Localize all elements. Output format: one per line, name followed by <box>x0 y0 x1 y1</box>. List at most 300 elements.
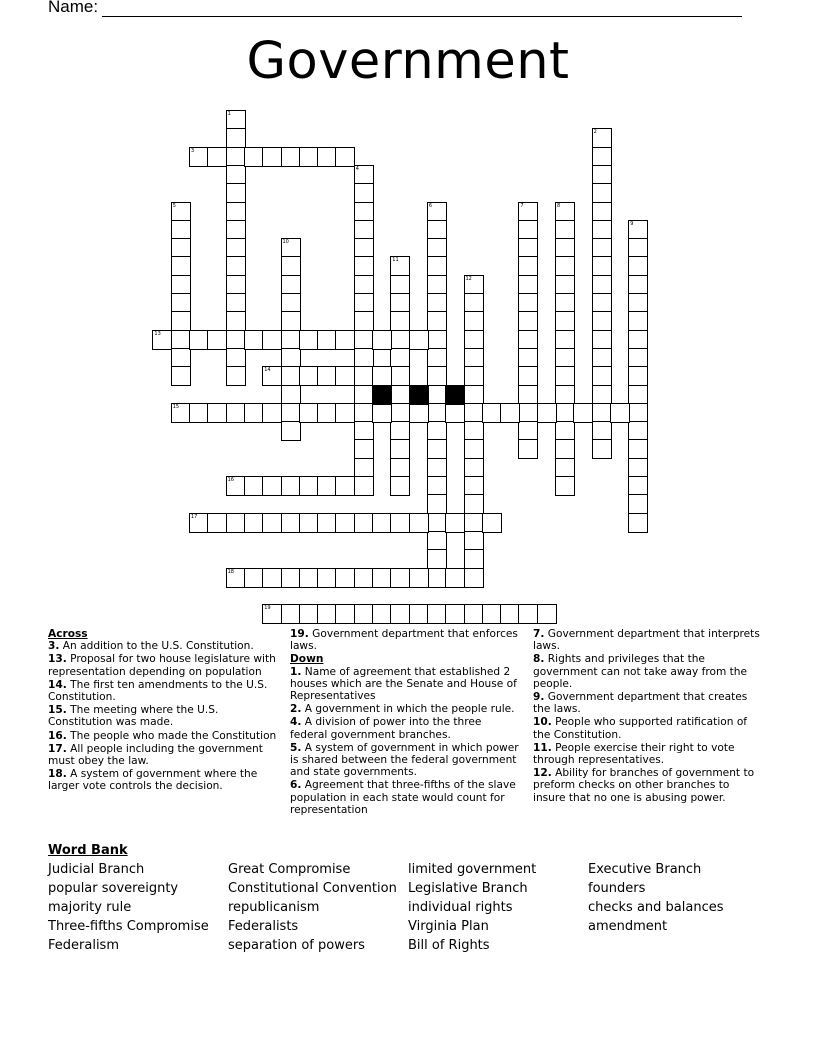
crossword-cell[interactable] <box>390 330 410 350</box>
crossword-cell[interactable] <box>335 330 355 350</box>
crossword-cell[interactable] <box>317 147 337 167</box>
crossword-cell[interactable] <box>464 348 484 368</box>
clue-number: 19 <box>264 605 271 612</box>
crossword-cell[interactable] <box>335 513 355 533</box>
crossword-cell[interactable] <box>207 330 227 350</box>
crossword-cell[interactable] <box>464 513 484 533</box>
crossword-cell[interactable] <box>354 403 374 423</box>
crossword-cell[interactable] <box>354 513 374 533</box>
crossword-cell[interactable] <box>555 476 575 496</box>
crossword-cell[interactable] <box>390 604 410 624</box>
word-bank-item: founders <box>588 881 646 896</box>
crossword-cell[interactable] <box>427 275 447 295</box>
across-header: Across <box>48 628 88 640</box>
crossword-cell[interactable] <box>226 476 246 496</box>
crossword-cell[interactable] <box>354 421 374 441</box>
clue-across-19: 19. Government department that enforces laws. <box>290 628 518 653</box>
crossword-cell[interactable] <box>244 513 264 533</box>
crossword-cell[interactable] <box>372 568 392 588</box>
crossword-cell[interactable] <box>464 385 484 405</box>
crossword-cell[interactable] <box>482 604 502 624</box>
crossword-cell[interactable] <box>427 202 447 222</box>
crossword-cell[interactable] <box>281 476 301 496</box>
crossword-cell[interactable] <box>171 256 191 276</box>
crossword-cell[interactable] <box>226 220 246 240</box>
crossword-cell[interactable] <box>390 293 410 313</box>
crossword-cell[interactable] <box>445 513 465 533</box>
crossword-cell[interactable] <box>555 311 575 331</box>
crossword-cell[interactable] <box>390 458 410 478</box>
crossword-cell[interactable] <box>299 476 319 496</box>
crossword-cell[interactable] <box>555 293 575 313</box>
crossword-cell[interactable] <box>372 403 392 423</box>
crossword-cell[interactable] <box>226 513 246 533</box>
crossword-cell[interactable] <box>518 293 538 313</box>
clue-across-3: 3. An addition to the U.S. Constitution. <box>48 640 254 653</box>
crossword-cell[interactable] <box>427 494 447 514</box>
clue-down-10: 10. People who supported ratification of the Constitution. <box>533 716 748 741</box>
crossword-cell[interactable] <box>628 439 648 459</box>
crossword-cell[interactable] <box>628 293 648 313</box>
crossword-cell[interactable] <box>171 366 191 386</box>
crossword-cell[interactable] <box>189 403 209 423</box>
word-bank-item: Legislative Branch <box>408 881 528 896</box>
crossword-cell[interactable] <box>244 147 264 167</box>
crossword-cell[interactable] <box>628 385 648 405</box>
crossword-cell[interactable] <box>592 256 612 276</box>
crossword-cell[interactable] <box>354 202 374 222</box>
crossword-cell[interactable] <box>354 165 374 185</box>
crossword-cell[interactable] <box>189 147 209 167</box>
crossword-cell[interactable] <box>592 293 612 313</box>
crossword-cell[interactable] <box>500 604 520 624</box>
crossword-cell[interactable] <box>171 275 191 295</box>
crossword-cell[interactable] <box>281 275 301 295</box>
crossword-cell[interactable] <box>390 403 410 423</box>
crossword-cell[interactable] <box>427 256 447 276</box>
crossword-black-cell <box>445 385 465 405</box>
crossword-cell[interactable] <box>427 220 447 240</box>
crossword-cell[interactable] <box>299 568 319 588</box>
crossword-cell[interactable] <box>335 476 355 496</box>
crossword-cell[interactable] <box>628 421 648 441</box>
crossword-cell[interactable] <box>335 366 355 386</box>
crossword-cell[interactable] <box>207 147 227 167</box>
crossword-cell[interactable] <box>390 476 410 496</box>
crossword-cell[interactable] <box>610 403 630 423</box>
crossword-cell[interactable] <box>171 293 191 313</box>
crossword-cell[interactable] <box>372 330 392 350</box>
crossword-cell[interactable] <box>592 330 612 350</box>
crossword-cell[interactable] <box>409 604 429 624</box>
clue-number: 2 <box>593 129 597 136</box>
crossword-cell[interactable] <box>390 385 410 405</box>
crossword-cell[interactable] <box>427 421 447 441</box>
crossword-cell[interactable] <box>354 458 374 478</box>
crossword-cell[interactable] <box>226 330 246 350</box>
crossword-cell[interactable] <box>592 385 612 405</box>
crossword-cell[interactable] <box>390 348 410 368</box>
crossword-cell[interactable] <box>427 293 447 313</box>
crossword-cell[interactable] <box>518 403 538 423</box>
crossword-cell[interactable] <box>281 348 301 368</box>
crossword-cell[interactable] <box>592 275 612 295</box>
crossword-cell[interactable] <box>427 330 447 350</box>
crossword-cell[interactable] <box>555 385 575 405</box>
crossword-cell[interactable] <box>409 568 429 588</box>
clue-across-14: 14. The first ten amendments to the U.S. Constitution. <box>48 678 268 704</box>
crossword-cell[interactable] <box>354 439 374 459</box>
crossword-cell[interactable] <box>464 311 484 331</box>
crossword-cell[interactable] <box>390 439 410 459</box>
crossword-cell[interactable] <box>335 568 355 588</box>
crossword-cell[interactable] <box>299 147 319 167</box>
crossword-cell[interactable] <box>226 366 246 386</box>
clue-down-7: 7. Government department that interprets laws. <box>533 628 760 653</box>
crossword-cell[interactable] <box>390 568 410 588</box>
clue-number: 16 <box>227 477 234 483</box>
clue-number: 18 <box>227 568 234 575</box>
crossword-cell[interactable] <box>555 238 575 258</box>
crossword-cell[interactable] <box>592 165 612 185</box>
crossword-cell[interactable] <box>281 385 301 405</box>
crossword-cell[interactable] <box>226 256 246 276</box>
crossword-cell[interactable] <box>518 220 538 240</box>
crossword-cell[interactable] <box>281 311 301 331</box>
crossword-cell[interactable] <box>628 330 648 350</box>
crossword-cell[interactable] <box>518 238 538 258</box>
crossword-cell[interactable] <box>592 147 612 167</box>
crossword-cell[interactable] <box>226 568 246 588</box>
crossword-cell[interactable] <box>226 183 246 203</box>
crossword-cell[interactable] <box>171 311 191 331</box>
clue-down-2: 2. A government in which the people rule. <box>290 703 515 716</box>
crossword-cell[interactable] <box>445 604 465 624</box>
crossword-cell[interactable] <box>464 293 484 313</box>
crossword-cell[interactable] <box>372 513 392 533</box>
crossword-cell[interactable] <box>262 147 282 167</box>
crossword-cell[interactable] <box>628 311 648 331</box>
clue-number: 15 <box>172 403 180 410</box>
crossword-cell[interactable] <box>464 494 484 514</box>
crossword-cell[interactable] <box>628 238 648 258</box>
word-bank-item: popular sovereignty <box>48 881 179 896</box>
crossword-cell[interactable] <box>317 604 337 624</box>
crossword-cell[interactable] <box>518 330 538 350</box>
crossword-cell[interactable] <box>555 275 575 295</box>
crossword-cell[interactable] <box>592 439 612 459</box>
crossword-cell[interactable] <box>281 568 301 588</box>
crossword-cell[interactable] <box>281 238 301 258</box>
crossword-cell[interactable] <box>518 348 538 368</box>
crossword-cell[interactable] <box>299 330 319 350</box>
crossword-cell[interactable] <box>299 403 319 423</box>
crossword-cell[interactable] <box>354 275 374 295</box>
clue-down-6: 6. Agreement that three-fifths of the slave population in each state would count for representation <box>290 779 516 816</box>
crossword-cell[interactable] <box>555 220 575 240</box>
crossword-cell[interactable] <box>518 311 538 331</box>
crossword-cell[interactable] <box>555 458 575 478</box>
crossword-cell[interactable] <box>390 421 410 441</box>
crossword-cell[interactable] <box>427 476 447 496</box>
crossword-cell[interactable] <box>555 439 575 459</box>
crossword-cell[interactable] <box>299 366 319 386</box>
crossword-cell[interactable] <box>207 513 227 533</box>
crossword-cell[interactable] <box>262 403 282 423</box>
crossword-cell[interactable] <box>262 366 282 386</box>
crossword-cell[interactable] <box>354 348 374 368</box>
crossword-cell[interactable] <box>464 275 484 295</box>
clue-number: 12 <box>465 275 472 282</box>
crossword-cell[interactable] <box>317 330 337 350</box>
crossword-cell[interactable] <box>372 604 392 624</box>
crossword-cell[interactable] <box>518 421 538 441</box>
crossword-cell[interactable] <box>628 494 648 514</box>
crossword-cell[interactable] <box>354 330 374 350</box>
crossword-cell[interactable] <box>537 403 557 423</box>
clue-number: 11 <box>392 257 399 264</box>
word-bank-item: individual rights <box>408 900 513 915</box>
word-bank-item: Three-fifths Compromise <box>48 919 209 934</box>
word-bank-item: amendment <box>588 919 668 934</box>
crossword-cell[interactable] <box>592 311 612 331</box>
crossword-cell[interactable] <box>628 348 648 368</box>
crossword-cell[interactable] <box>335 604 355 624</box>
clues-column-3 <box>533 628 765 805</box>
crossword-cell[interactable] <box>427 439 447 459</box>
crossword-cell[interactable] <box>171 403 191 423</box>
crossword-cell[interactable] <box>390 513 410 533</box>
word-bank-item: majority rule <box>48 900 132 915</box>
crossword-cell[interactable] <box>317 476 337 496</box>
crossword-cell[interactable] <box>427 513 447 533</box>
crossword-cell[interactable] <box>226 275 246 295</box>
crossword-cell[interactable] <box>518 366 538 386</box>
crossword-cell[interactable] <box>409 403 429 423</box>
crossword-cell[interactable] <box>317 403 337 423</box>
crossword-cell[interactable] <box>171 348 191 368</box>
crossword-cell[interactable] <box>171 220 191 240</box>
crossword-cell[interactable] <box>464 604 484 624</box>
crossword-cell[interactable] <box>226 202 246 222</box>
crossword-cell[interactable] <box>335 403 355 423</box>
crossword-cell[interactable] <box>281 256 301 276</box>
crossword-cell[interactable] <box>262 568 282 588</box>
word-bank-item: Federalists <box>228 919 299 934</box>
crossword-cell[interactable] <box>592 238 612 258</box>
crossword-cell[interactable] <box>299 604 319 624</box>
crossword-cell[interactable] <box>427 403 447 423</box>
crossword-cell[interactable] <box>299 513 319 533</box>
crossword-cell[interactable] <box>518 439 538 459</box>
crossword-cell[interactable] <box>592 183 612 203</box>
crossword-cell[interactable] <box>555 421 575 441</box>
clue-number: 3 <box>191 147 195 154</box>
crossword-cell[interactable] <box>317 513 337 533</box>
crossword-cell[interactable] <box>281 330 301 350</box>
crossword-cell[interactable] <box>226 348 246 368</box>
word-bank-item: checks and balances <box>588 900 724 915</box>
crossword-cell[interactable] <box>518 604 538 624</box>
clue-number: 10 <box>282 239 289 246</box>
crossword-cell[interactable] <box>518 275 538 295</box>
clue-number: 7 <box>520 202 524 209</box>
crossword-cell[interactable] <box>592 348 612 368</box>
crossword-cell[interactable] <box>262 513 282 533</box>
crossword-cell[interactable] <box>555 403 575 423</box>
crossword-cell[interactable] <box>281 147 301 167</box>
crossword-cell[interactable] <box>262 476 282 496</box>
crossword-cell[interactable] <box>427 549 447 569</box>
crossword-cell[interactable] <box>592 403 612 423</box>
crossword-cell[interactable] <box>354 366 374 386</box>
crossword-cell[interactable] <box>281 293 301 313</box>
crossword-cell[interactable] <box>354 476 374 496</box>
crossword-cell[interactable] <box>427 568 447 588</box>
crossword-cell[interactable] <box>518 202 538 222</box>
word-bank <box>48 862 768 957</box>
clue-number: 13 <box>154 330 161 337</box>
crossword-cell[interactable] <box>445 568 465 588</box>
crossword-cell[interactable] <box>262 604 282 624</box>
clue-across-17: 17. All people including the government must obey the law. <box>48 742 263 768</box>
crossword-cell[interactable] <box>628 458 648 478</box>
crossword-cell[interactable] <box>354 220 374 240</box>
crossword-cell[interactable] <box>354 604 374 624</box>
crossword-cell[interactable] <box>427 311 447 331</box>
clue-down-1: 1. Name of agreement that established 2 houses which are the Senate and House of Representatives <box>290 665 517 703</box>
crossword-cell[interactable] <box>409 330 429 350</box>
crossword-cell[interactable] <box>372 366 392 386</box>
crossword-cell[interactable] <box>354 293 374 313</box>
crossword-cell[interactable] <box>390 311 410 331</box>
crossword-cell[interactable] <box>226 403 246 423</box>
crossword-cell[interactable] <box>427 348 447 368</box>
crossword-cell[interactable] <box>464 403 484 423</box>
crossword-cell[interactable] <box>592 128 612 148</box>
crossword-cell[interactable] <box>464 330 484 350</box>
crossword-cell[interactable] <box>464 476 484 496</box>
crossword-cell[interactable] <box>171 238 191 258</box>
crossword-cell[interactable] <box>354 568 374 588</box>
clue-number: 1 <box>227 111 231 117</box>
crossword-cell[interactable] <box>390 275 410 295</box>
crossword-cell[interactable] <box>573 403 593 423</box>
crossword-cell[interactable] <box>464 366 484 386</box>
crossword-cell[interactable] <box>518 256 538 276</box>
word-bank-item: Bill of Rights <box>408 938 490 953</box>
crossword-cell[interactable] <box>354 311 374 331</box>
crossword-cell[interactable] <box>226 128 246 148</box>
crossword-cell[interactable] <box>555 366 575 386</box>
crossword-cell[interactable] <box>390 256 410 276</box>
crossword-cell[interactable] <box>152 330 172 350</box>
crossword-cell[interactable] <box>555 330 575 350</box>
crossword-cell[interactable] <box>537 604 557 624</box>
crossword-cell[interactable] <box>226 293 246 313</box>
crossword-cell[interactable] <box>555 348 575 368</box>
crossword-cell[interactable] <box>427 238 447 258</box>
crossword-cell[interactable] <box>335 147 355 167</box>
crossword-cell[interactable] <box>592 202 612 222</box>
crossword-cell[interactable] <box>628 513 648 533</box>
crossword-cell[interactable] <box>354 183 374 203</box>
crossword-cell[interactable] <box>427 604 447 624</box>
crossword-cell[interactable] <box>171 202 191 222</box>
crossword-cell[interactable] <box>555 202 575 222</box>
crossword-cell[interactable] <box>244 330 264 350</box>
crossword-cell[interactable] <box>628 476 648 496</box>
crossword-cell[interactable] <box>482 403 502 423</box>
crossword-cell[interactable] <box>226 238 246 258</box>
crossword-cell[interactable] <box>464 549 484 569</box>
crossword-cell[interactable] <box>427 531 447 551</box>
crossword-cell[interactable] <box>189 513 209 533</box>
crossword-cell[interactable] <box>281 366 301 386</box>
crossword-cell[interactable] <box>427 366 447 386</box>
crossword-cell[interactable] <box>628 366 648 386</box>
crossword-cell[interactable] <box>354 385 374 405</box>
crossword-cell[interactable] <box>445 403 465 423</box>
crossword-cell[interactable] <box>226 110 246 130</box>
word-bank-item: Federalism <box>48 938 119 953</box>
crossword-cell[interactable] <box>281 421 301 441</box>
crossword-cell[interactable] <box>427 458 447 478</box>
crossword-cell[interactable] <box>464 439 484 459</box>
crossword-cell[interactable] <box>281 513 301 533</box>
crossword-cell[interactable] <box>244 568 264 588</box>
crossword-cell[interactable] <box>427 385 447 405</box>
crossword-cell[interactable] <box>628 403 648 423</box>
clue-number: 8 <box>557 202 561 209</box>
crossword-cell[interactable] <box>354 256 374 276</box>
crossword-cell[interactable] <box>628 256 648 276</box>
crossword-cell[interactable] <box>262 330 282 350</box>
crossword-cell[interactable] <box>500 403 520 423</box>
crossword-cell[interactable] <box>390 366 410 386</box>
crossword-cell[interactable] <box>482 513 502 533</box>
crossword-cell[interactable] <box>226 311 246 331</box>
clue-number: 6 <box>428 202 433 209</box>
crossword-cell[interactable] <box>317 568 337 588</box>
crossword-cell[interactable] <box>409 513 429 533</box>
crossword-cell[interactable] <box>244 476 264 496</box>
crossword-cell[interactable] <box>464 458 484 478</box>
crossword-cell[interactable] <box>592 421 612 441</box>
crossword-cell[interactable] <box>281 403 301 423</box>
crossword-cell[interactable] <box>464 531 484 551</box>
crossword-cell[interactable] <box>189 330 209 350</box>
crossword-cell[interactable] <box>226 147 246 167</box>
crossword-cell[interactable] <box>207 403 227 423</box>
crossword-cell[interactable] <box>317 366 337 386</box>
crossword-cell[interactable] <box>592 220 612 240</box>
crossword-cell[interactable] <box>354 238 374 258</box>
crossword-cell[interactable] <box>226 165 246 185</box>
clue-down-12: 12. Ability for branches of government to preform checks on other branches to insure that no one is abusing power. <box>533 767 755 804</box>
crossword-cell[interactable] <box>628 275 648 295</box>
crossword-cell[interactable] <box>628 220 648 240</box>
crossword-cell[interactable] <box>171 330 191 350</box>
crossword-cell[interactable] <box>592 366 612 386</box>
clue-number: 5 <box>172 202 176 209</box>
crossword-cell[interactable] <box>555 256 575 276</box>
crossword-cell[interactable] <box>281 604 301 624</box>
crossword-cell[interactable] <box>464 421 484 441</box>
crossword-cell[interactable] <box>518 385 538 405</box>
crossword-cell[interactable] <box>464 568 484 588</box>
crossword-cell[interactable] <box>244 403 264 423</box>
